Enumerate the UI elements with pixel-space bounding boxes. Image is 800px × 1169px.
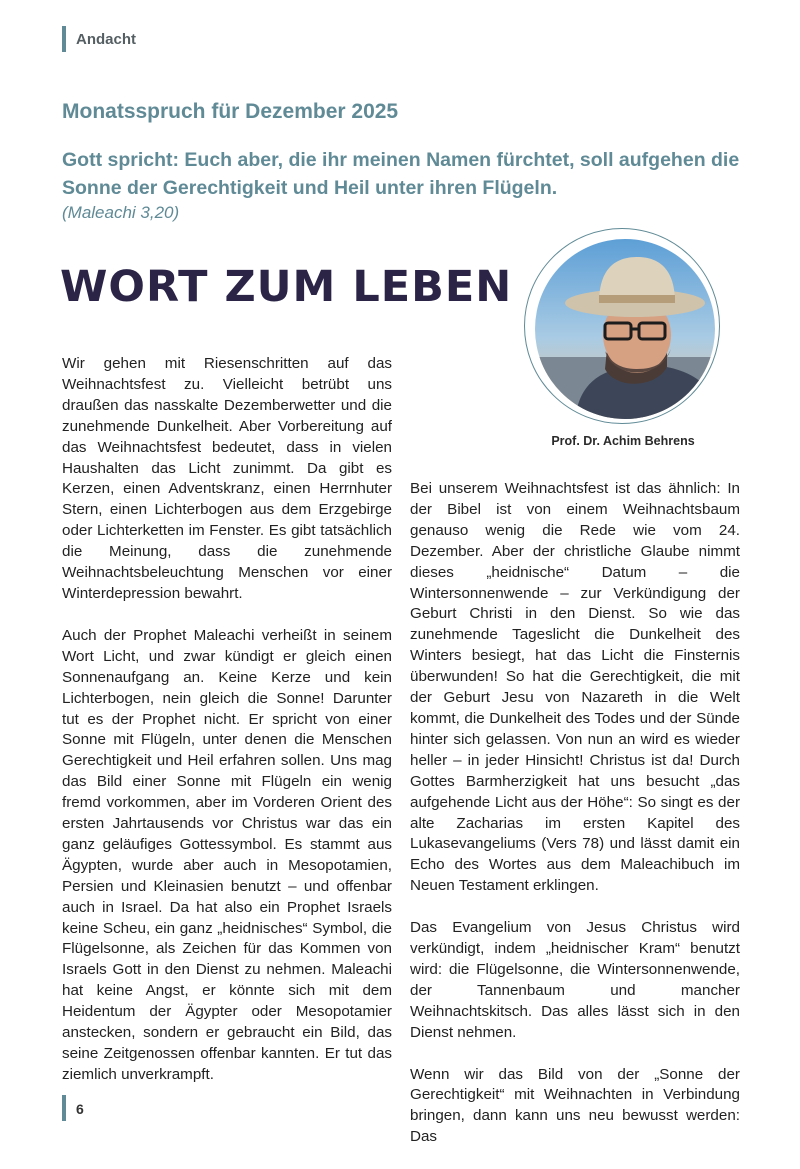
article-column-left [62,354,392,1107]
page-number [62,1095,84,1121]
paragraph: Wir gehen mit Riesenschritten auf das Weihnachtsfest zu. Vielleicht betrübt uns draußen das nasskalte Dezemberwetter und die zunehmende Dunkelheit. Aber Vorbereitung auf das Weihnachtsfest bedeutet, dass in vielen Haushalten das Licht zunimmt. Da gibt es Kerzen, einen Adventskranz, einen Herrnhuter Stern, einen Lichterbogen aus dem Erzgebirge oder Lichterketten im Fenster. Es gibt tatsächlich die Meinung, dass die zunehmende Weihnachtsbeleuchtung Menschen vor einer Winterdepression bewahrt. [62,355,392,602]
paragraph: Wenn wir das Bild von der „Sonne der Gerechtigkeit“ mit Weihnachten in Verbindung bringen, dann kann uns neu bewusst werden: Das [410,1065,740,1146]
author-portrait-image [535,239,715,419]
monthly-verse-reference: (Maleachi 3,20) [62,203,180,222]
paragraph: Auch der Prophet Maleachi verheißt in seinem Wort Licht, und zwar kündigt er gleich einen Sonnenaufgang an. Keine Kerze und kein Lichterbogen, nein gleich die Sonne! Darunter tut es der Prophet nicht. Er spricht von einer Sonne mit Flügeln, unter denen die Menschen Gerechtigkeit und Heil erfahren sollen. Uns mag das Bild einer Sonne mit Flügeln ein wenig fremd vorkommen, aber im Vorderen Orient des ersten Jahrtausends vor Christus war das ein ganz geläufiges Gottessymbol. Es stammt aus Ägypten, wurde aber auch in Mesopotamien, Persien und Kleinasien benutzt – und offenbar auch in Israel. Da hat also ein Prophet Israels keine Scheu, ein ganz „heidnisches“ Symbol, die Flügelsonne, als Zeichen für das Kommen von Israels Gott in den Dienst zu nehmen. Maleachi hat keine Angst, er könnte sich mit dem Heidentum der Ägypter oder Mesopotamier anstecken, sondern er gebraucht ein Bild, das seine Zeitgenossen offenbar kannten. Er tut das ziemlich unverkrampft. [62,626,392,1083]
monthly-verse-text: Gott spricht: Euch aber, die ihr meinen Namen fürchtet, soll aufgehen die Sonne der Gerechtigkeit und Heil unter ihren Flügeln. [62,149,740,199]
article-column-right [410,479,740,1169]
author-portrait [535,239,715,419]
monthly-verse-title: Monatsspruch für Dezember 2025 [62,100,399,123]
section-label-text: Andacht [76,31,136,48]
page-number-text: 6 [76,1101,84,1117]
author-caption: Prof. Dr. Achim Behrens [551,434,695,448]
paragraph: Das Evangelium von Jesus Christus wird verkündigt, indem „heidnischer Kram“ benutzt wird: die Flügelsonne, die Wintersonnenwende, der Tannenbaum und mancher Weihnachtskitsch. Das alles lässt sich in den Dienst nehmen. [410,919,740,1041]
article-headline: WORT ZUM LEBEN [60,262,513,312]
section-label [62,26,136,52]
paragraph: Bei unserem Weihnachtsfest ist das ähnlich: In der Bibel ist von einem Weihnachtsbaum genauso wenig die Rede wie vom 24. Dezember. Aber der christliche Glaube nimmt dieses „heidnische“ Datum – die Wintersonnenwende – zur Verkündigung der Geburt Christi in den Dienst. So wie das zunehmende Tageslicht die Dunkelheit des Winters besiegt, hat das Licht die Finsternis überwunden! So hat die Gerechtigkeit, die mit der Geburt Jesu von Nazareth in die Welt kommt, die Dunkelheit des Todes und der Sünde hinter sich gelassen. Von nun an wird es wieder heller – in jeder Hinsicht! Christus ist da! Durch Gottes Barmherzigkeit hat uns besucht „das aufgehende Licht aus der Höhe“: So singt es der alte Zacharias im ersten Kapitel des Lukasevangeliums (Vers 78) und lässt damit ein Echo des Wortes aus dem Maleachibuch im Neuen Testament erklingen. [410,480,740,895]
